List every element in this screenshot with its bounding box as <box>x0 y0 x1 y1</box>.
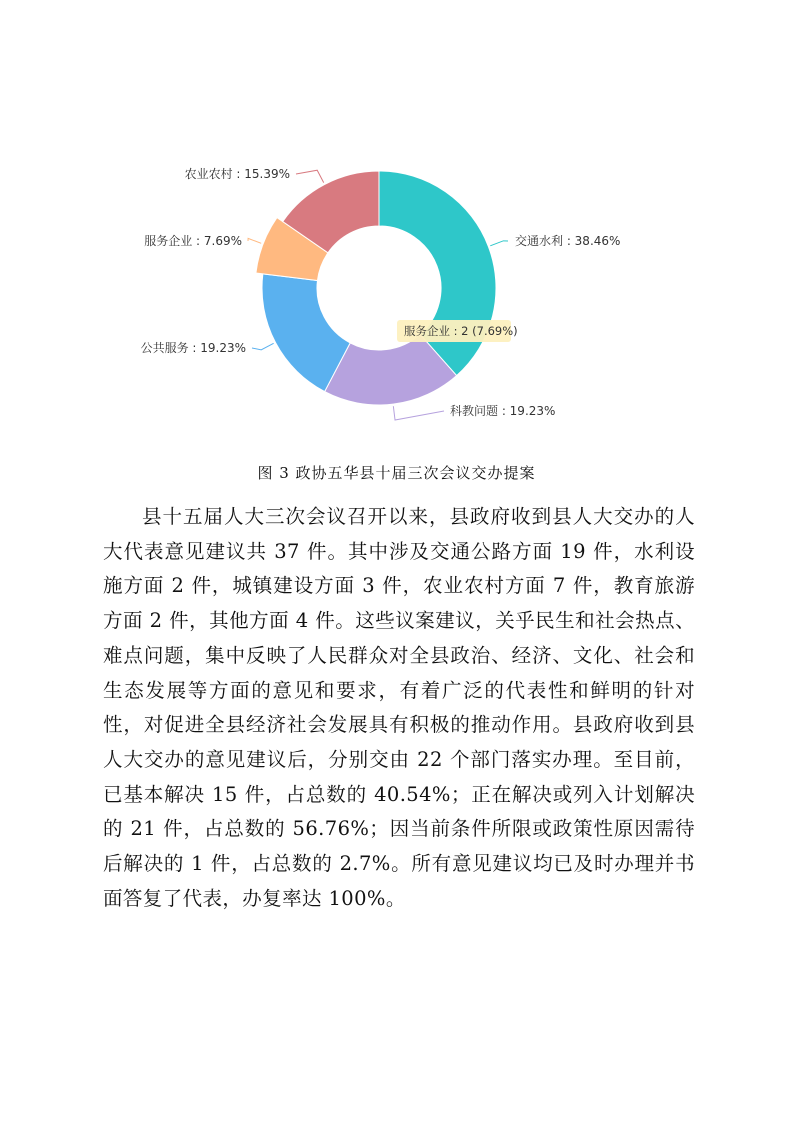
slice-label-5: 农业农村 : 15.39% <box>184 167 290 181</box>
slice-label-2: 科教问题 : 19.23% <box>450 404 556 418</box>
slice-label-4: 服务企业 : 7.69% <box>144 234 242 248</box>
leader-line-5 <box>296 170 324 182</box>
slice-label-1: 交通水利 : 38.46% <box>515 234 621 248</box>
figure-caption: 图 3 政协五华县十届三次会议交办提案 <box>257 464 536 482</box>
slice-label-3: 公共服务 : 19.23% <box>140 341 246 355</box>
chart-tooltip <box>397 320 518 342</box>
body-paragraph: 县十五届人大三次会议召开以来，县政府收到县人大交办的人大代表意见建议共 37 件。其中涉及交通公路方面 19 件，水利设施方面 2 件，城镇建设方面 3 件，农业农村方面 7 件，教育旅游方面 2 件，其他方面 4 件。这些议案建议，关乎民生和社会热点、难点问题，集中反映了人民群众对全县政治、经济、文化、社会和生态发展等方面的意见和要求，有着广泛的代表性和鲜明的针对性，对促进全县经济社会发展具有积极的推动作用。县政府收到县人大交办的意见建议后，分别交由 22 个部门落实办理。至目前，已基本解决 15 件，占总数的 40.54%；正在解决或列入计划解决的 21 件，占总数的 56.76%；因当前条件所限或政策性原因需待后解决的 1 件，占总数的 2.7%。所有意见建议均已及时办理并书面答复了代表，办复率达 100%。 <box>103 505 695 910</box>
donut-chart <box>0 0 793 450</box>
leader-line-4 <box>248 238 261 243</box>
leader-line-1 <box>490 241 508 246</box>
pie-slice-1[interactable] <box>379 171 496 376</box>
leader-line-2 <box>393 406 444 420</box>
leader-line-3 <box>252 343 274 350</box>
tooltip-text: 服务企业 : 2 (7.69%) <box>404 324 518 338</box>
